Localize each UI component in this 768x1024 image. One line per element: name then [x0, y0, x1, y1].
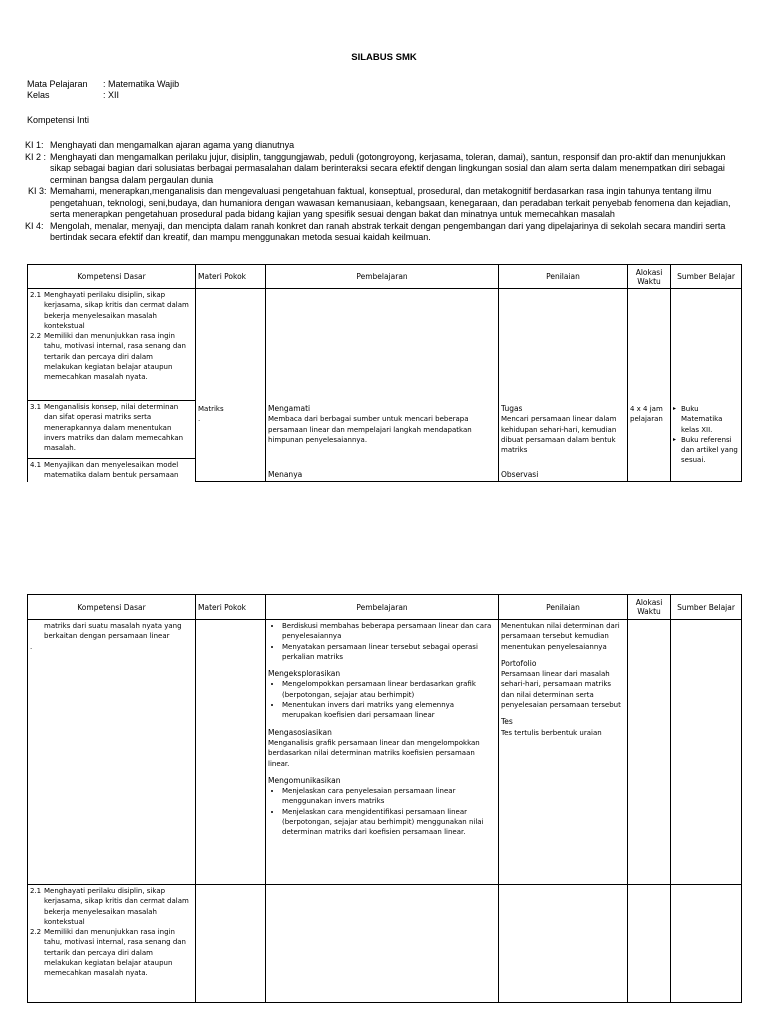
kd-text: Memiliki dan menunjukkan rasa ingin tahu, motivasi internal, rasa senang dan tertarik dan percaya diri dalam melakukan kegiatan belajar ataupun memecahkan masalah nyata. — [44, 928, 186, 978]
alokasi-cell — [628, 620, 671, 885]
meta-block — [27, 79, 179, 101]
kd-item — [30, 927, 193, 978]
ki-item — [25, 140, 741, 152]
sumber-item — [673, 404, 739, 435]
sumber-cell — [671, 885, 742, 1003]
mengamati-text: Membaca dari berbagai sumber untuk mencari beberapa persamaan linear dan mempelajari langkah mendapatkan himpunan penyelesaiannya. — [268, 415, 472, 444]
ki-item — [25, 221, 741, 244]
kd-item — [30, 460, 193, 481]
kd-text: Menghayati perilaku disiplin, sikap kerjasama, sikap kritis dan cermat dalam bekerja menyelesaikan masalah kontekstual — [44, 291, 189, 330]
komunikasi-list — [268, 786, 496, 837]
list-item: • Menentukan invers dari matriks yang elemennya merupakan koefisien dari persamaan linear — [282, 700, 496, 721]
tugas-heading: Tugas — [501, 404, 523, 413]
ki-label: KI 2 : — [25, 151, 47, 162]
kompetensi-inti-heading: Kompetensi Inti — [27, 115, 90, 125]
kd-item — [30, 886, 193, 927]
penilaian-cell — [499, 885, 628, 1003]
header-pembelajaran: Pembelajaran — [266, 265, 499, 289]
kompetensi-inti-list — [25, 140, 741, 244]
sumber-item — [673, 435, 739, 466]
diskusi-list — [268, 621, 496, 662]
kd-number: 2.1 — [30, 291, 42, 299]
header-sumber-belajar: Sumber Belajar — [671, 265, 742, 289]
silabus-table-page2 — [27, 594, 742, 1003]
table-row — [28, 620, 742, 885]
materi-cell — [196, 885, 266, 1003]
meta-row-subject — [27, 79, 179, 90]
penilaian-cell — [499, 289, 628, 482]
table-header-row — [28, 265, 742, 289]
ki-label: KI 1: — [25, 140, 44, 150]
tes-heading: Tes — [501, 717, 513, 727]
pembelajaran-cell — [266, 885, 499, 1003]
ki-text: Mengolah, menalar, menyaji, dan mencipta dalam ranah konkret dan ranah abstrak terkait dengan pengembangan dari yang dipelajarinya di sekolah secara mandiri serta bertindak secara efektif dan kreatif, dan mampu menggunakan metoda sesuai kaidah keilmuan. — [50, 220, 726, 242]
ki-label: KI 3: — [28, 186, 47, 196]
kd-text: Menyajikan dan menyelesaikan model matematika dalam bentuk persamaan — [44, 461, 179, 480]
kd-text: Memiliki dan menunjukkan rasa ingin tahu, motivasi internal, rasa senang dan tertarik dan percaya diri dalam melakukan kegiatan belajar ataupun memecahkan masalah nyata. — [44, 332, 186, 382]
pembelajaran-cell — [266, 620, 499, 885]
mengasosiasi-heading: Mengasosiasikan — [268, 727, 332, 737]
mengomunikasi-heading: Mengomunikasikan — [268, 775, 341, 785]
eksplorasi-list — [268, 679, 496, 720]
portofolio-text: Persamaan linear dari masalah sehari-hari, persamaan matriks dan nilai determinan serta penyelesaian persamaan tersebut — [501, 670, 621, 710]
materi-cell — [196, 289, 266, 482]
mengamati-heading: Mengamati — [268, 404, 311, 413]
table-row — [28, 885, 742, 1003]
menanya-heading: Menanya — [268, 469, 303, 479]
header-materi-pokok: Materi Pokok — [196, 265, 266, 289]
sumber-cell — [671, 289, 742, 482]
arrow-bullet-icon: ▸ — [673, 405, 677, 412]
silabus-table-page1 — [27, 264, 742, 482]
meta-label: Mata Pelajaran — [27, 79, 88, 89]
observasi-heading: Observasi — [501, 469, 539, 479]
kd-dot: . — [30, 642, 33, 651]
meta-value: : Matematika Wajib — [103, 79, 180, 89]
header-materi-pokok: Materi Pokok — [196, 595, 266, 620]
header-alokasi-waktu: Alokasi Waktu — [628, 265, 671, 289]
list-item: • Mengelompokkan persamaan linear berdasarkan grafik (berpotongan, sejajar atau berhimpit) — [282, 679, 496, 700]
ki-label: KI 4: — [25, 220, 44, 231]
pembelajaran-cell — [266, 289, 499, 482]
header-pembelajaran: Pembelajaran — [266, 595, 499, 620]
kd-number: 2.2 — [30, 332, 42, 341]
mengeksplorasi-heading: Mengeksplorasikan — [268, 669, 341, 679]
header-penilaian: Penilaian — [499, 265, 628, 289]
tes-text: Tes tertulis berbentuk uraian — [501, 728, 602, 737]
header-sumber-belajar: Sumber Belajar — [671, 595, 742, 620]
header-kompetensi-dasar: Kompetensi Dasar — [28, 595, 196, 620]
sumber-text: Buku referensi dan artikel yang sesuai. — [681, 435, 738, 465]
list-item: • Menjelaskan cara mengidentifikasi persamaan linear (berpotongan, sejajar atau berhimpit) menggunakan nilai determinan matriks dari koefisien persamaan linear. — [282, 807, 496, 838]
kd-continuation-cell — [28, 620, 196, 885]
kd-item — [30, 402, 193, 453]
materi-dot: . — [198, 415, 201, 424]
table-row — [28, 289, 742, 401]
observasi-text: Menentukan nilai determinan dari persamaan tersebut kemudian menentukan penyelesaiannya — [501, 622, 620, 651]
list-item: • Menjelaskan cara penyelesaian persamaan linear menggunakan invers matriks — [282, 786, 496, 807]
meta-row-class — [27, 90, 179, 101]
arrow-bullet-icon: ▸ — [673, 435, 677, 443]
portofolio-heading: Portofolio — [501, 658, 537, 668]
kd-41-cell — [28, 459, 196, 482]
kd-item — [30, 331, 193, 382]
kd-sikap-cell — [28, 885, 196, 1003]
sumber-cell — [671, 620, 742, 885]
meta-label: Kelas — [27, 90, 50, 100]
ki-item — [25, 152, 741, 187]
kd-text: matriks dari suatu masalah nyata yang berkaitan dengan persamaan linear — [44, 622, 182, 641]
kd-number: 2.1 — [30, 887, 42, 895]
alokasi-cell — [628, 885, 671, 1003]
ki-text: Menghayati dan mengamalkan perilaku jujur, disiplin, tanggungjawab, peduli (gotongroyong, kerjasama, toleran, damai), santun, responsif dan pro-aktif dan menunjukkan sikap sebagai bagian dari solusiatas berbagai permasalahan dalam berinteraksi secara efektif dengan lingkungan sosial dan alam serta dalam menempatkan diri sebagai cerminan bangsa dalam pergaulan dunia — [50, 151, 726, 185]
kd-31-cell — [28, 401, 196, 459]
table-header-row — [28, 595, 742, 620]
kd-text: Menghayati perilaku disiplin, sikap kerjasama, sikap kritis dan cermat dalam bekerja menyelesaikan masalah kontekstual — [44, 887, 189, 926]
kd-number: 4.1 — [30, 461, 42, 469]
kd-number: 2.2 — [30, 928, 42, 937]
alokasi-cell: 4 x 4 jam pelajaran — [628, 289, 671, 482]
list-item: • Berdiskusi membahas beberapa persamaan linear dan cara penyelesaiannya — [282, 621, 496, 642]
tugas-text: Mencari persamaan linear dalam kehidupan sehari-hari, kemudian dibuat persamaan dalam bentuk matriks — [501, 415, 617, 455]
sumber-text: Buku Matematika kelas XII. — [681, 405, 723, 434]
header-kompetensi-dasar: Kompetensi Dasar — [28, 265, 196, 289]
ki-text: Menghayati dan mengamalkan ajaran agama yang dianutnya — [50, 140, 295, 150]
kd-item — [30, 290, 193, 331]
materi-text: Matriks — [198, 405, 224, 413]
materi-cell — [196, 620, 266, 885]
kd-number: 3.1 — [30, 403, 42, 411]
ki-item — [25, 186, 741, 221]
kd-text: Menganalisis konsep, nilai determinan dan sifat operasi matriks serta menerapkannya dalam menentukan invers matriks dan dalam memecahkan masalah. — [44, 403, 184, 453]
mengasosiasi-text: Menganalisis grafik persamaan linear dan mengelompokkan berdasarkan nilai determinan matriks koefisien persamaan linear. — [268, 738, 480, 768]
page-title: SILABUS SMK — [351, 52, 417, 63]
ki-text: Memahami, menerapkan,menganalisis dan mengevaluasi pengetahuan faktual, konseptual, prosedural, dan metakognitif berdasarkan rasa ingin tahunya tentang ilmu pengetahuan, teknologi, seni,budaya, dan humaniora dengan wawasan kemanusiaan, kebangsaan, kenegaraan, dan peradaban terkait penyebab fenomena dan kejadian, serta menerapkan pengetahuan prosedural pada bidang kajian yang spesifik sesuai dengan bakat dan minatnya untuk memecahkan masalah — [50, 186, 731, 219]
header-penilaian: Penilaian — [499, 595, 628, 620]
meta-value: : XII — [103, 90, 120, 100]
penilaian-cell — [499, 620, 628, 885]
kd-sikap-cell — [28, 289, 196, 401]
list-item: • Menyatakan persamaan linear tersebut sebagai operasi perkalian matriks — [282, 642, 496, 663]
header-alokasi-waktu: Alokasi Waktu — [628, 595, 671, 620]
